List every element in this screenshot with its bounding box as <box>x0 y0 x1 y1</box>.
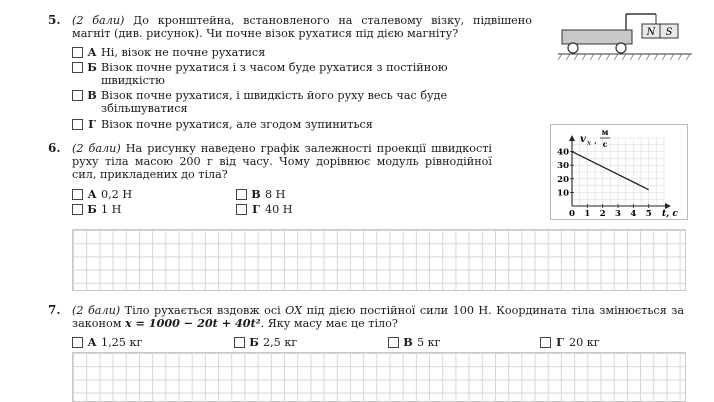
q6-answer-grid[interactable] <box>72 229 686 291</box>
q6-option-a-text: 0,2 Н <box>101 188 133 201</box>
y-axis-subscript: x <box>587 139 591 147</box>
magnet-s-label: S <box>665 27 673 38</box>
q5-points: (2 бали) <box>72 14 125 27</box>
q5-option-d-checkbox[interactable] <box>72 119 83 130</box>
q7-option-b-letter: Б <box>249 335 259 349</box>
q7-points: (2 бали) <box>72 304 121 317</box>
y-tick-label: 30 <box>557 161 569 172</box>
q6-question: На рисунку наведено графік залежності проекції швидкості руху тіла масою 200 г від часу. Чому дорівнює модуль рівнодійної сил, прикладених до тіла? <box>72 142 492 181</box>
x-tick-label: 2 <box>599 209 606 219</box>
q7-option-a-checkbox[interactable] <box>72 337 83 348</box>
q5-option-a-checkbox[interactable] <box>72 47 83 58</box>
y-axis-unit-den: с <box>602 139 608 149</box>
y-tick-label: 20 <box>557 174 569 185</box>
cart-magnet-figure <box>556 10 696 62</box>
q5-question: До кронштейна, встановленого на сталевому візку, підвішено магніт (див. рисунок). Чи почне візок рухатися під дією магніту? <box>72 14 532 40</box>
q6-option-d-text: 40 Н <box>265 203 293 216</box>
q5-option-d-text: Візок почне рухатися, але згодом зупиниться <box>101 118 373 131</box>
q6-text <box>72 142 492 181</box>
q6-option-b-letter: Б <box>87 202 97 216</box>
q6-points: (2 бали) <box>72 142 121 155</box>
q6-option-d-checkbox[interactable] <box>236 204 247 215</box>
cart-wheel-icon <box>616 43 626 53</box>
q7-option-b-text: 2,5 кг <box>263 336 298 349</box>
q7-option-a-text: 1,25 кг <box>101 336 143 349</box>
q7-option-c-checkbox[interactable] <box>388 337 399 348</box>
q5-option-a[interactable] <box>72 46 532 59</box>
q5-option-b-letter: Б <box>87 60 97 74</box>
q7-option-d-checkbox[interactable] <box>540 337 551 348</box>
x-tick-label: 3 <box>615 209 621 219</box>
q7-option-d-text: 20 кг <box>569 336 600 349</box>
q6-option-c-text: 8 Н <box>265 188 286 201</box>
q5-option-a-text: Ні, візок не почне рухатися <box>101 46 266 59</box>
q5-number: 5. <box>48 13 61 27</box>
q5-option-c-text: Візок почне рухатися, і швидкість його руху весь час буде збільшуватися <box>101 89 448 115</box>
q6-option-c-letter: В <box>251 187 261 201</box>
q7-option-a-letter: А <box>87 335 97 349</box>
q6-option-c[interactable] <box>236 188 285 201</box>
q6-option-a[interactable] <box>72 188 132 201</box>
q7-option-b-checkbox[interactable] <box>234 337 245 348</box>
q7-option-d[interactable] <box>540 336 600 349</box>
q6-number: 6. <box>48 141 61 155</box>
x-axis-label: t, с <box>662 209 678 219</box>
q7-text <box>72 304 684 330</box>
q7-option-c-text: 5 кг <box>417 336 441 349</box>
q7-axis: OX <box>285 304 303 317</box>
q5-option-d[interactable] <box>72 118 532 131</box>
q5-option-b[interactable] <box>72 61 532 87</box>
q5-option-c[interactable] <box>72 89 532 115</box>
q5-option-a-letter: А <box>87 45 97 59</box>
q7-option-c[interactable] <box>388 336 441 349</box>
q7-question-part1: Тіло рухається вздовж осі <box>124 304 281 317</box>
q6-option-a-checkbox[interactable] <box>72 189 83 200</box>
svg-text:,: , <box>594 136 597 146</box>
q5-option-c-checkbox[interactable] <box>72 90 83 101</box>
y-axis-unit-num: м <box>601 127 609 137</box>
cart-wheel-icon <box>568 43 578 53</box>
q6-option-b-text: 1 Н <box>101 203 122 216</box>
q6-option-d[interactable] <box>236 203 293 216</box>
y-tick-label: 10 <box>557 188 569 199</box>
y-axis-var: v <box>580 134 586 145</box>
q7-option-d-letter: Г <box>556 335 564 349</box>
cart-body <box>562 30 632 44</box>
q5-option-b-checkbox[interactable] <box>72 62 83 73</box>
q6-option-b-checkbox[interactable] <box>72 204 83 215</box>
y-tick-label: 40 <box>557 147 569 158</box>
x-tick-label: 5 <box>645 209 652 219</box>
q7-option-b[interactable] <box>234 336 297 349</box>
q7-number: 7. <box>48 303 61 317</box>
x-tick-label: 0 <box>569 209 575 219</box>
x-tick-label: 4 <box>630 209 637 219</box>
q6-option-c-checkbox[interactable] <box>236 189 247 200</box>
x-tick-label: 1 <box>584 209 591 219</box>
q5-option-b-text: Візок почне рухатися і з часом буде рухатися з постійною швидкістю <box>101 61 448 87</box>
q5-option-c-letter: В <box>87 88 97 102</box>
q5-text <box>72 14 532 40</box>
q5-option-d-letter: Г <box>88 117 96 131</box>
q6-option-a-letter: А <box>87 187 97 201</box>
q6-option-b[interactable] <box>72 203 121 216</box>
q7-option-c-letter: В <box>403 335 413 349</box>
q7-formula: x = 1000 − 20t + 40t² <box>124 316 261 330</box>
q7-option-a[interactable] <box>72 336 142 349</box>
q7-question-part2: під дією постійної сили 100 Н. Координата тіла змінюється за законом <box>72 304 684 330</box>
q7-answer-grid[interactable] <box>72 352 686 402</box>
q6-option-d-letter: Г <box>252 202 260 216</box>
velocity-time-chart <box>550 124 688 220</box>
magnet-n-label: N <box>646 27 656 38</box>
q7-question-part3: . Яку масу має це тіло? <box>260 317 398 330</box>
